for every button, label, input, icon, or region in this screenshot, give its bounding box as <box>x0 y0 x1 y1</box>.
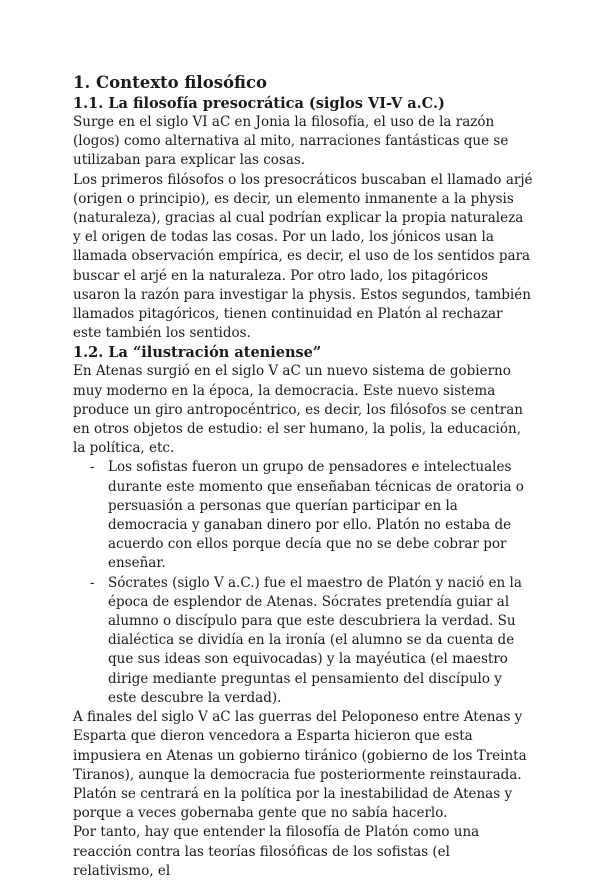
section-title: 1. Contexto filosófico <box>73 73 268 92</box>
subsection-title-presocratic: 1.1. La filosofía presocrática (siglos VI-V a.C.) <box>73 95 445 112</box>
paragraph: Los primeros filósofos o los presocráticos buscaban el llamado arjé (origen o principio), es decir, un elemento inmanente a la physis (naturaleza), gracias al cual podrían explicar la propia naturaleza y el origen de todas las cosas. Por un lado, los jónicos usan la llamada observación empírica, es decir, el uso de los sentidos para buscar el arjé en la naturaleza. Por otro lado, los pitagóricos usaron la razón para investigar la physis. Estos segundos, también llamados pitagóricos, tienen continuidad en Platón al rechazar este también los sentidos. <box>73 171 533 342</box>
bullet-list <box>73 458 533 708</box>
paragraph: En Atenas surgió en el siglo V aC un nuevo sistema de gobierno muy moderno en la época, la democracia. Este nuevo sistema produce un giro antropocéntrico, es decir, los filósofos se centran en otros objetos de estudio: el ser humano, la polis, la educación, la política, etc. <box>73 363 524 457</box>
list-item-text: Sócrates (siglo V a.C.) fue el maestro de Platón y nació en la época de esplendor de Atenas. Sócrates pretendía guiar al alumno o discípulo para que este descubriera la verdad. Su dialéctica se dividía en la ironía (el alumno se da cuenta de que sus ideas son equivocadas) y la mayéutica (el maestro dirige mediante preguntas el pensamiento del discípulo y este descubre la verdad). <box>108 574 522 706</box>
list-item <box>73 574 533 708</box>
bullet-dash: - <box>90 459 95 476</box>
paragraph: A finales del siglo V aC las guerras del Peloponeso entre Atenas y Esparta que dieron vencedora a Esparta hicieron que esta impusiera en Atenas un gobierno tiránico (gobierno de los Treinta Tiranos), aunque la democracia fue posteriormente reinstaurada. <box>73 709 527 783</box>
list-item <box>73 458 533 573</box>
bullet-dash: - <box>90 574 95 591</box>
document-page <box>73 72 533 881</box>
paragraph: Por tanto, hay que entender la filosofía de Platón como una reacción contra las teorías filosóficas de los sofistas (el relativismo, el <box>73 824 480 879</box>
paragraph: Surge en el siglo VI aC en Jonia la filosofía, el uso de la razón (logos) como alternativa al mito, narraciones fantásticas que se utilizaban para explicar las cosas. <box>73 114 509 169</box>
list-item-text: Los sofistas fueron un grupo de pensadores e intelectuales durante este momento que enseñaban técnicas de oratoria o persuasión a personas que querían participar en la democracia y ganaban dinero por ello. Platón no estaba de acuerdo con ellos porque decía que no se debe cobrar por enseñar. <box>108 459 524 572</box>
paragraph: Platón se centrará en la política por la inestabilidad de Atenas y porque a veces gobernaba gente que no sabía hacerlo. <box>73 785 513 822</box>
subsection-title-athenian-enlightenment: 1.2. La “ilustración ateniense” <box>73 344 322 362</box>
